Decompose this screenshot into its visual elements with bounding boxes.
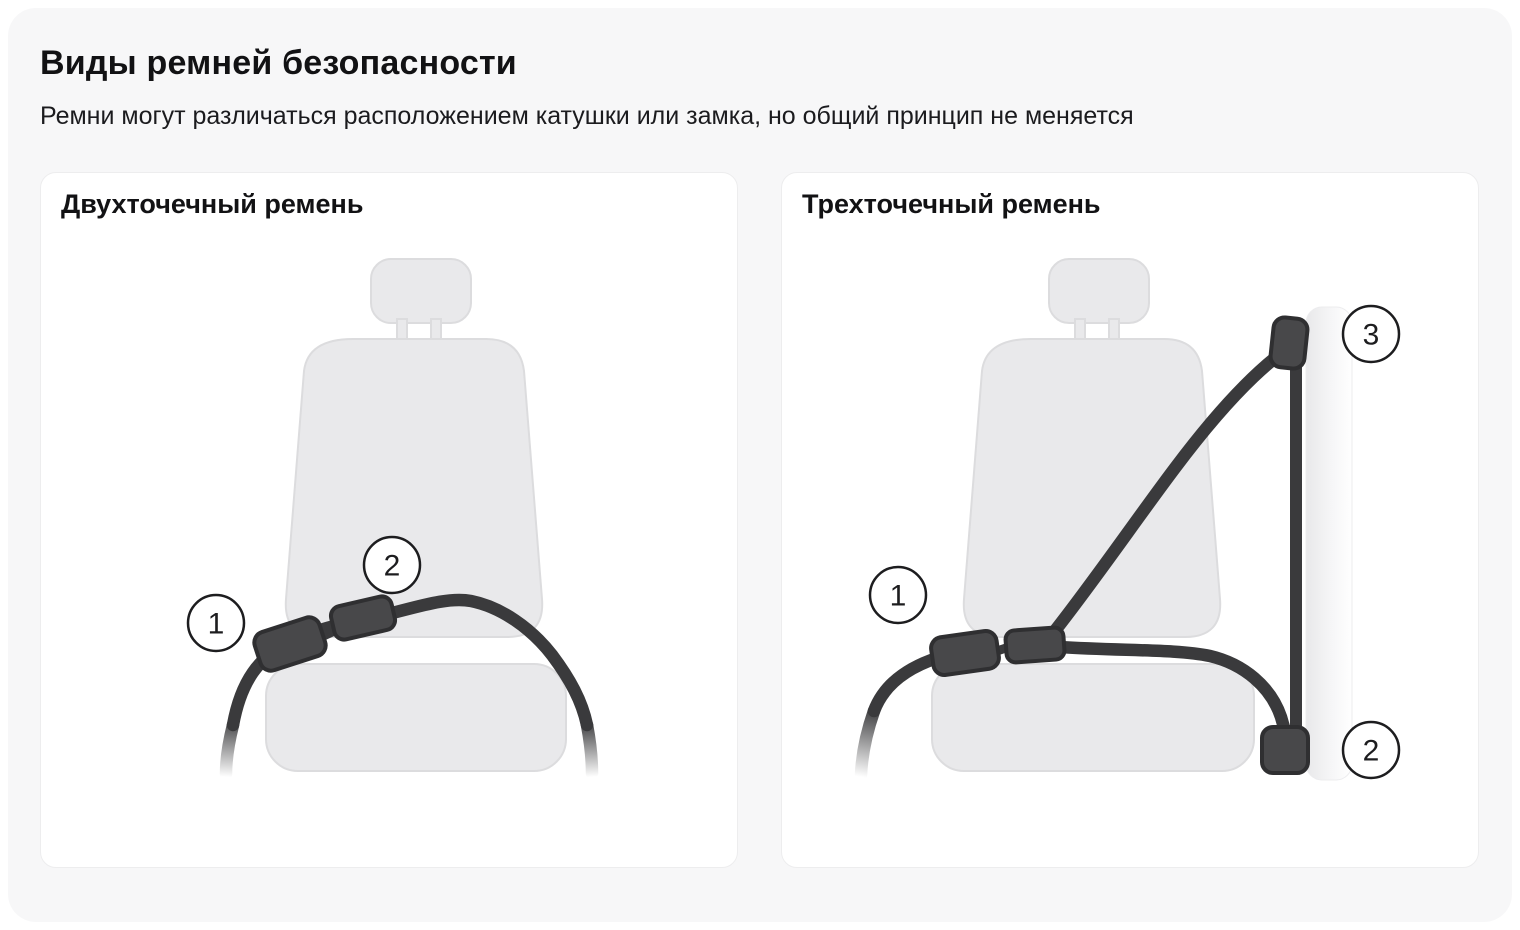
buckle	[930, 630, 1001, 677]
svg-text:2: 2	[1362, 734, 1380, 768]
svg-text:1: 1	[207, 607, 225, 641]
belt-tail-fade	[861, 711, 874, 775]
marker-1	[188, 595, 244, 651]
upper-anchor	[1269, 316, 1308, 369]
seat-backrest	[286, 339, 542, 637]
lap-belt-end-left	[226, 725, 233, 774]
svg-text:3: 3	[1362, 318, 1380, 352]
seat	[932, 259, 1254, 771]
seat-cushion	[266, 664, 566, 771]
lap-belt-end-right	[587, 725, 592, 773]
seat	[266, 259, 566, 771]
latch-plate	[1005, 627, 1065, 663]
seat-headrest	[1049, 259, 1149, 323]
two-point-belt-diagram	[41, 173, 739, 869]
marker-2	[1343, 722, 1399, 778]
seat-headrest	[371, 259, 471, 323]
belt-tail	[874, 658, 937, 711]
seat-cushion	[932, 664, 1254, 771]
panel-two-point-title: Двухточечный ремень	[61, 189, 364, 219]
lower-anchor	[1262, 727, 1308, 773]
marker-1	[870, 567, 926, 623]
svg-text:2: 2	[383, 549, 401, 583]
panel-three-point-title: Трехточечный ремень	[802, 189, 1101, 219]
main-container	[8, 8, 1512, 922]
svg-text:1: 1	[889, 579, 907, 613]
panel-two-point-belt	[40, 172, 738, 868]
three-point-belt-diagram	[782, 173, 1480, 869]
page-subtitle: Ремни могут различаться расположением катушки или замка, но общий принцип не меняется	[40, 102, 1134, 130]
page-title: Виды ремней безопасности	[40, 44, 517, 82]
marker-2	[364, 537, 420, 593]
marker-3	[1343, 306, 1399, 362]
seat-backrest	[964, 339, 1220, 637]
b-pillar	[1306, 307, 1352, 780]
panel-three-point-belt	[781, 172, 1479, 868]
